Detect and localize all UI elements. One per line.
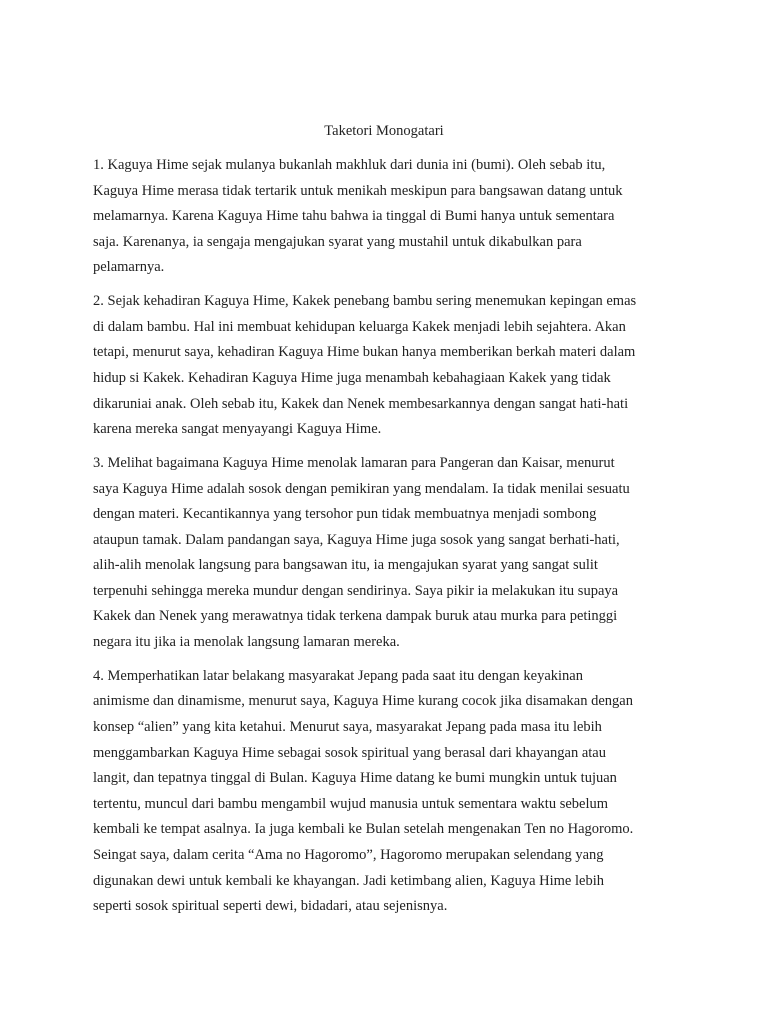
text-line: menggambarkan Kaguya Hime sebagai sosok spiritual yang berasal dari khayangan atau	[93, 744, 606, 761]
paragraph-3	[93, 451, 683, 656]
text-line: animisme dan dinamisme, menurut saya, Kaguya Hime kurang cocok jika disamakan dengan	[93, 693, 633, 710]
text-line: dikaruniai anak. Oleh sebab itu, Kakek dan Nenek membesarkannya dengan sangat hati-hati	[93, 395, 629, 412]
text-line: saya Kaguya Hime adalah sosok dengan pemikiran yang mendalam. Ia tidak menilai sesuatu	[93, 480, 630, 497]
paragraph-4	[93, 664, 683, 920]
text-line: Kakek dan Nenek yang merawatnya tidak terkena dampak buruk atau murka para petinggi	[93, 608, 618, 625]
text-line: ataupun tamak. Dalam pandangan saya, Kaguya Hime juga sosok yang sangat berhati-hati,	[93, 531, 620, 548]
text-line: konsep “alien” yang kita ketahui. Menurut saya, masyarakat Jepang pada masa itu lebih	[93, 719, 602, 736]
text-line: Seingat saya, dalam cerita “Ama no Hagoromo”, Hagoromo merupakan selendang yang	[93, 847, 604, 863]
text-line: 1. Kaguya Hime sejak mulanya bukanlah makhluk dari dunia ini (bumi). Oleh sebab itu,	[93, 157, 606, 173]
text-line: dengan materi. Kecantikannya yang tersohor pun tidak membuatnya menjadi sombong	[93, 506, 597, 523]
text-line: Kaguya Hime merasa tidak tertarik untuk menikah meskipun para bangsawan datang untuk	[93, 182, 623, 199]
text-line: tetapi, menurut saya, kehadiran Kaguya Hime bukan hanya memberikan berkah materi dalam	[93, 344, 636, 361]
text-line: saja. Karenanya, ia sengaja mengajukan syarat yang mustahil untuk dikabulkan para	[93, 233, 582, 250]
text-line: hidup si Kakek. Kehadiran Kaguya Hime juga menambah kebahagiaan Kakek yang tidak	[93, 369, 611, 386]
text-line: kembali ke tempat asalnya. Ia juga kembali ke Bulan setelah mengenakan Ten no Hagoromo.	[93, 821, 634, 838]
text-line: 2. Sejak kehadiran Kaguya Hime, Kakek penebang bambu sering menemukan kepingan emas	[93, 293, 637, 310]
paragraph-1	[93, 153, 683, 281]
document-body	[93, 153, 683, 928]
text-line: karena mereka sangat menyayangi Kaguya Hime.	[93, 421, 382, 438]
text-line: tertentu, muncul dari bambu mengambil wujud manusia untuk sementara waktu sebelum	[93, 795, 609, 812]
text-line: pelamarnya.	[93, 259, 165, 276]
text-line: digunakan dewi untuk kembali ke khayangan. Jadi ketimbang alien, Kaguya Hime lebih	[93, 872, 604, 889]
text-line: di dalam bambu. Hal ini membuat kehidupan keluarga Kakek menjadi lebih sejahtera. Akan	[93, 318, 626, 335]
document-title: Taketori Monogatari	[324, 123, 444, 139]
text-line: melamarnya. Karena Kaguya Hime tahu bahwa ia tinggal di Bumi hanya untuk sementara	[93, 208, 615, 225]
text-line: 3. Melihat bagaimana Kaguya Hime menolak lamaran para Pangeran dan Kaisar, menurut	[93, 454, 615, 471]
paragraph-2	[93, 289, 683, 443]
text-line: seperti sosok spiritual seperti dewi, bidadari, atau sejenisnya.	[93, 898, 448, 915]
text-line: langit, dan tepatnya tinggal di Bulan. Kaguya Hime datang ke bumi mungkin untuk tujuan	[93, 770, 617, 787]
text-line: terpenuhi sehingga mereka mundur dengan sendirinya. Saya pikir ia melakukan itu supaya	[93, 582, 619, 599]
text-line: alih-alih menolak langsung para bangsawan itu, ia mengajukan syarat yang sangat sulit	[93, 557, 598, 574]
text-line: negara itu jika ia menolak langsung lamaran mereka.	[93, 634, 400, 651]
text-line: 4. Memperhatikan latar belakang masyarakat Jepang pada saat itu dengan keyakinan	[93, 667, 583, 684]
